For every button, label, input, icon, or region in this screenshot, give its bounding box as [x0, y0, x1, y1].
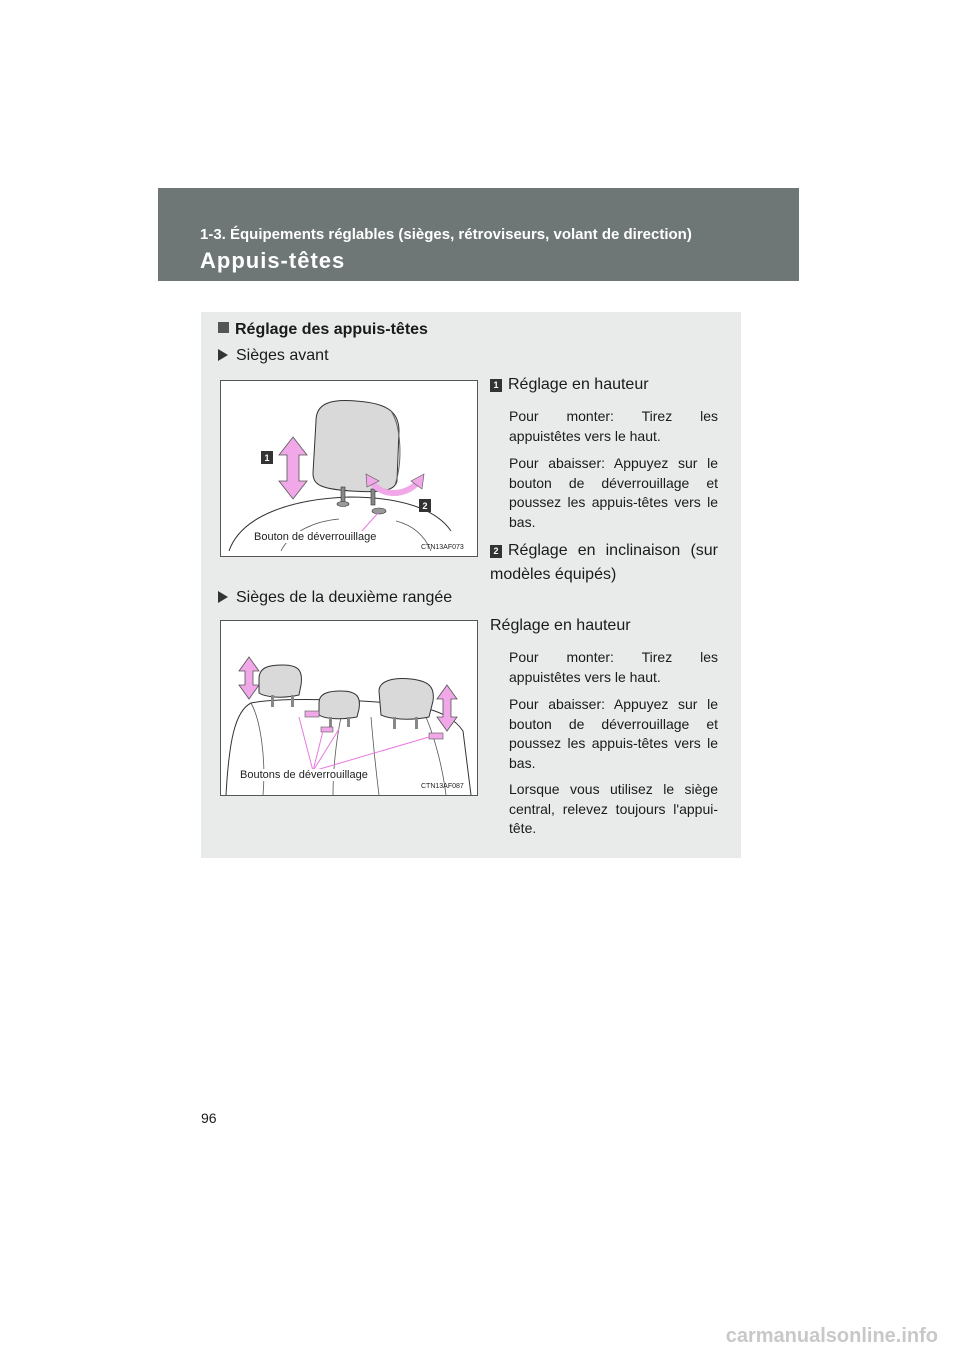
- page-title: Appuis-têtes: [200, 248, 346, 273]
- rear-height-adjust-heading: Réglage en hauteur: [490, 617, 631, 634]
- front-headrest-figure: [220, 380, 478, 557]
- section-title: Réglage des appuis-têtes: [218, 321, 428, 339]
- center-seat-note: Lorsque vous utilisez le siège central, relevez toujours l'appui-tête.: [509, 781, 718, 836]
- section-path: 1-3. Équipements réglables (sièges, rétroviseurs, volant de direction): [200, 226, 692, 243]
- height-adjust-heading: 1 Réglage en hauteur: [490, 376, 649, 394]
- figure-marker-2: 2: [422, 501, 428, 511]
- lower-instruction: Pour abaisser: Appuyez sur le bouton de déverrouillage et poussez les appuis-têtes vers le bas.: [509, 455, 718, 530]
- front-headrest-illustration: [221, 381, 477, 556]
- rear-lower-instruction: Pour abaisser: Appuyez sur le bouton de déverrouillage et poussez les appuis-têtes vers le bas.: [509, 696, 718, 771]
- rear-raise-instruction: Pour monter: Tirez les appuistêtes vers le haut.: [509, 649, 718, 685]
- number-badge: 1: [490, 379, 502, 392]
- number-badge: 2: [490, 545, 502, 558]
- front-seats-label: Sièges avant: [218, 347, 329, 365]
- rear-seats-label: Sièges de la deuxième rangée: [218, 589, 452, 607]
- figure-code: CTN13AF073: [421, 544, 464, 551]
- page-number: 96: [201, 1110, 217, 1126]
- release-buttons-label: Boutons de déverrouillage: [240, 769, 368, 781]
- figure-marker-1: 1: [264, 453, 270, 463]
- watermark: carmanualsonline.info: [725, 1325, 938, 1347]
- release-button-label: Bouton de déverrouillage: [254, 531, 377, 543]
- tilt-adjust-heading: 2 Réglage en inclinaison (sur modèles équipés): [490, 542, 718, 583]
- section-header: [158, 188, 799, 281]
- triangle-bullet-icon: [218, 591, 228, 603]
- raise-instruction: Pour monter: Tirez les appuistêtes vers le haut.: [509, 408, 718, 444]
- figure-code: CTN13AF087: [421, 783, 464, 790]
- rear-headrest-figure: [220, 620, 478, 796]
- square-bullet-icon: [218, 322, 229, 333]
- triangle-bullet-icon: [218, 349, 228, 361]
